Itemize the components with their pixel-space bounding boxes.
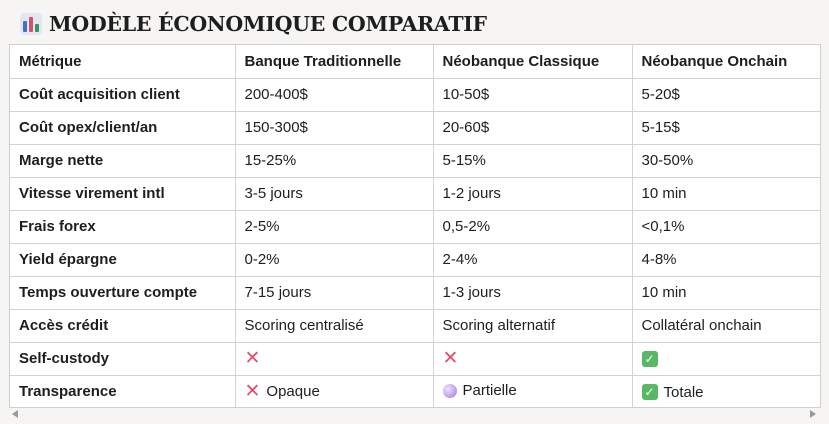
table-cell [632,177,820,210]
table-row [10,210,820,243]
table-cell [235,144,433,177]
table-cell [632,78,820,111]
table-cell [433,177,632,210]
scroll-left-arrow-icon[interactable] [12,410,18,418]
cell-text: 2-5% [244,218,280,235]
table-cell [433,375,632,408]
table-cell [235,210,433,243]
table-cell [433,309,632,342]
cell-text: 0-2% [244,251,280,268]
cell-text: 30-50% [641,152,694,169]
table-cell [235,309,433,342]
table-cell [433,342,632,375]
table-cell [632,375,820,408]
table-cell [235,276,433,309]
cell-text: 200-400$ [244,86,308,103]
metric-label: Yield épargne [10,243,235,276]
cell-text: Opaque [266,383,320,401]
table-cell [235,111,433,144]
scroll-right-arrow-icon[interactable] [810,410,816,418]
cell-text: 20-60$ [442,119,490,136]
cell-text: Scoring centralisé [244,317,364,334]
page-title [20,9,487,39]
cell-text: 5-15$ [641,119,680,136]
check-icon: ✓ [642,384,658,400]
cell-text: 1-3 jours [442,284,501,301]
horizontal-scrollbar[interactable] [9,406,819,420]
table-header-row [10,45,820,78]
cell-text: 5-15% [442,152,486,169]
table-row [10,177,820,210]
metric-label: Marge nette [10,144,235,177]
table-cell [433,78,632,111]
table-cell [632,309,820,342]
table-row [10,309,820,342]
table-cell [235,375,433,408]
table-cell [235,342,433,375]
table-cell [433,144,632,177]
table-row [10,78,820,111]
table-row [10,342,820,375]
table-cell [632,144,820,177]
cell-text: 3-5 jours [244,185,303,202]
cell-text: 10 min [641,284,687,301]
table-row [10,276,820,309]
table-row [10,243,820,276]
cell-text: 150-300$ [244,119,308,136]
table-cell [433,210,632,243]
cell-text: Scoring alternatif [442,317,556,334]
table-row [10,375,820,408]
table-cell [235,243,433,276]
column-header: Métrique [10,45,235,78]
metric-label: Self-custody [10,342,235,375]
cross-icon: ✕ [244,381,261,403]
circle-icon [443,384,457,398]
metric-label: Temps ouverture compte [10,276,235,309]
cell-text: 2-4% [442,251,478,268]
table-cell [632,210,820,243]
table-cell [433,276,632,309]
cell-text: 1-2 jours [442,185,501,202]
comparison-table [10,45,820,408]
check-icon: ✓ [642,351,658,367]
cross-icon: ✕ [442,348,459,369]
metric-label: Accès crédit [10,309,235,342]
cell-text: <0,1% [641,218,685,235]
cell-text: 5-20$ [641,86,680,103]
table-cell [433,243,632,276]
table-cell [632,276,820,309]
table-cell [632,243,820,276]
cell-text: 10-50$ [442,86,490,103]
column-header: Banque Traditionnelle [235,45,433,78]
metric-label: Frais forex [10,210,235,243]
table-cell [632,111,820,144]
page-title-text: MODÈLE ÉCONOMIQUE COMPARATIF [49,12,487,36]
metric-label: Coût opex/client/an [10,111,235,144]
cell-text: 4-8% [641,251,677,268]
column-header: Néobanque Onchain [632,45,820,78]
cross-icon: ✕ [244,348,261,369]
table-cell [235,78,433,111]
cell-text: Totale [663,383,704,401]
cell-text: Partielle [462,382,517,399]
column-header: Néobanque Classique [433,45,632,78]
table-row [10,144,820,177]
table-cell [433,111,632,144]
table-cell [235,177,433,210]
table-row [10,111,820,144]
cell-text: 10 min [641,185,687,202]
cell-text: 7-15 jours [244,284,312,301]
metric-label: Coût acquisition client [10,78,235,111]
cell-text: Collatéral onchain [641,317,762,334]
metric-label: Transparence [10,375,235,408]
cell-text: 15-25% [244,152,297,169]
metric-label: Vitesse virement intl [10,177,235,210]
bar-chart-icon [20,13,42,35]
cell-text: 0,5-2% [442,218,491,235]
table-cell [632,342,820,375]
comparison-table-container[interactable] [9,44,821,408]
